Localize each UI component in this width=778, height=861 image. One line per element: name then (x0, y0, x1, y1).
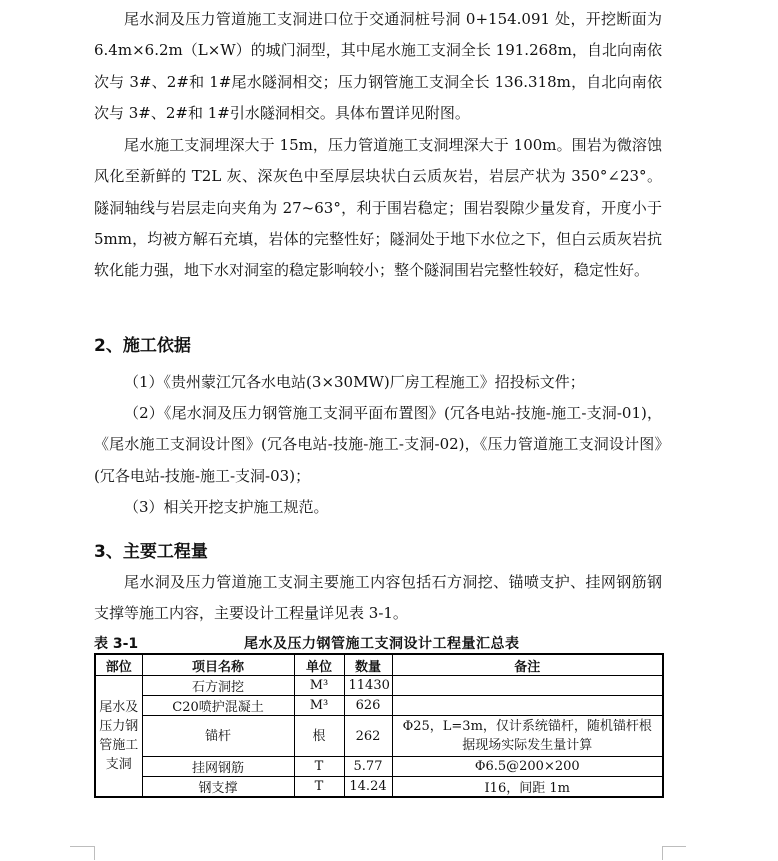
unit-cell: T (294, 757, 344, 777)
unit-cell: M³ (294, 676, 344, 696)
note-cell: I16，间距 1m (392, 777, 663, 798)
unit-cell: 根 (294, 716, 344, 757)
margin-corner-left (94, 846, 95, 860)
qty-cell: 14.24 (344, 777, 392, 798)
basis-item-1: （1）《贵州蒙江冗各水电站(3×30MW)厂房工程施工》招投标文件； (124, 373, 585, 391)
header-item: 项目名称 (142, 654, 294, 676)
section-2-heading: 2、施工依据 (94, 336, 191, 356)
item-cell: 钢支撑 (142, 777, 294, 798)
margin-mark-right (662, 846, 686, 847)
header-location: 部位 (95, 654, 142, 676)
header-unit: 单位 (294, 654, 344, 676)
qty-cell: 5.77 (344, 757, 392, 777)
table-header-row (95, 654, 663, 676)
margin-corner-right (662, 846, 663, 860)
header-note: 备注 (392, 654, 663, 676)
paragraph-geology: 尾水施工支洞埋深大于 15m，压力管道施工支洞埋深大于 100m。围岩为微溶蚀风化至新鲜的 T2L 灰、深灰色中至厚层块状白云质灰岩，岩层产状为 350°∠23°。隧洞轴线与岩层走向夹角为 27~63°，利于围岩稳定；围岩裂隙少量发育，开度小于 5mm，均被方解石充填，岩体的完整性好；隧洞处于地下水位之下，但白云质灰岩抗软化能力强，地下水对洞室的稳定影响较小；整个隧洞围岩完整性较好，稳定性好。 (94, 136, 662, 280)
item-cell: 石方洞挖 (142, 676, 294, 696)
qty-cell: 626 (344, 696, 392, 716)
table-caption (94, 632, 662, 652)
header-qty: 数量 (344, 654, 392, 676)
note-cell: Φ25，L=3m，仅计系统锚杆，随机锚杆根据现场实际发生量计算 (392, 716, 663, 757)
qty-cell: 11430 (344, 676, 392, 696)
item-cell: 挂网钢筋 (142, 757, 294, 777)
location-cell: 尾水及压力钢管施工支洞 (95, 676, 142, 798)
table-row (95, 676, 663, 696)
table-row (95, 757, 663, 777)
table-row (95, 777, 663, 798)
quantities-table (94, 653, 664, 798)
unit-cell: M³ (294, 696, 344, 716)
note-cell (392, 696, 663, 716)
qty-cell: 262 (344, 716, 392, 757)
basis-item-2: （2）《尾水洞及压力钢管施工支洞平面布置图》(冗各电站-技施-施工-支洞-01)，《尾水施工支洞设计图》(冗各电站-技施-施工-支洞-02)，《压力管道施工支洞设计图》(冗各电站-技施-施工-支洞-03)； (94, 404, 662, 485)
table-row (95, 696, 663, 716)
unit-cell: T (294, 777, 344, 798)
table-row (95, 716, 663, 757)
section-3-heading: 3、主要工程量 (94, 542, 208, 562)
quantities-intro: 尾水洞及压力管道施工支洞主要施工内容包括石方洞挖、锚喷支护、挂网钢筋钢支撑等施工内容，主要设计工程量详见表 3-1。 (94, 573, 662, 623)
note-cell (392, 676, 663, 696)
paragraph-location: 尾水洞及压力管道施工支洞进口位于交通洞桩号洞 0+154.091 处，开挖断面为 6.4m×6.2m（L×W）的城门洞型，其中尾水施工支洞全长 191.268m，自北向南依次与 3#、2#和 1#尾水隧洞相交；压力钢管施工支洞全长 136.318m，自北向南依次与 3#、2#和 1#引水隧洞相交。具体布置详见附图。 (94, 10, 662, 122)
note-cell: Φ6.5@200×200 (392, 757, 663, 777)
table-label: 表 3-1 (94, 636, 139, 652)
basis-item-3: （3）相关开挖支护施工规范。 (124, 498, 329, 516)
table-title: 尾水及压力钢管施工支洞设计工程量汇总表 (244, 636, 520, 652)
item-cell: 锚杆 (142, 716, 294, 757)
margin-mark-left (70, 846, 94, 847)
item-cell: C20喷护混凝土 (142, 696, 294, 716)
